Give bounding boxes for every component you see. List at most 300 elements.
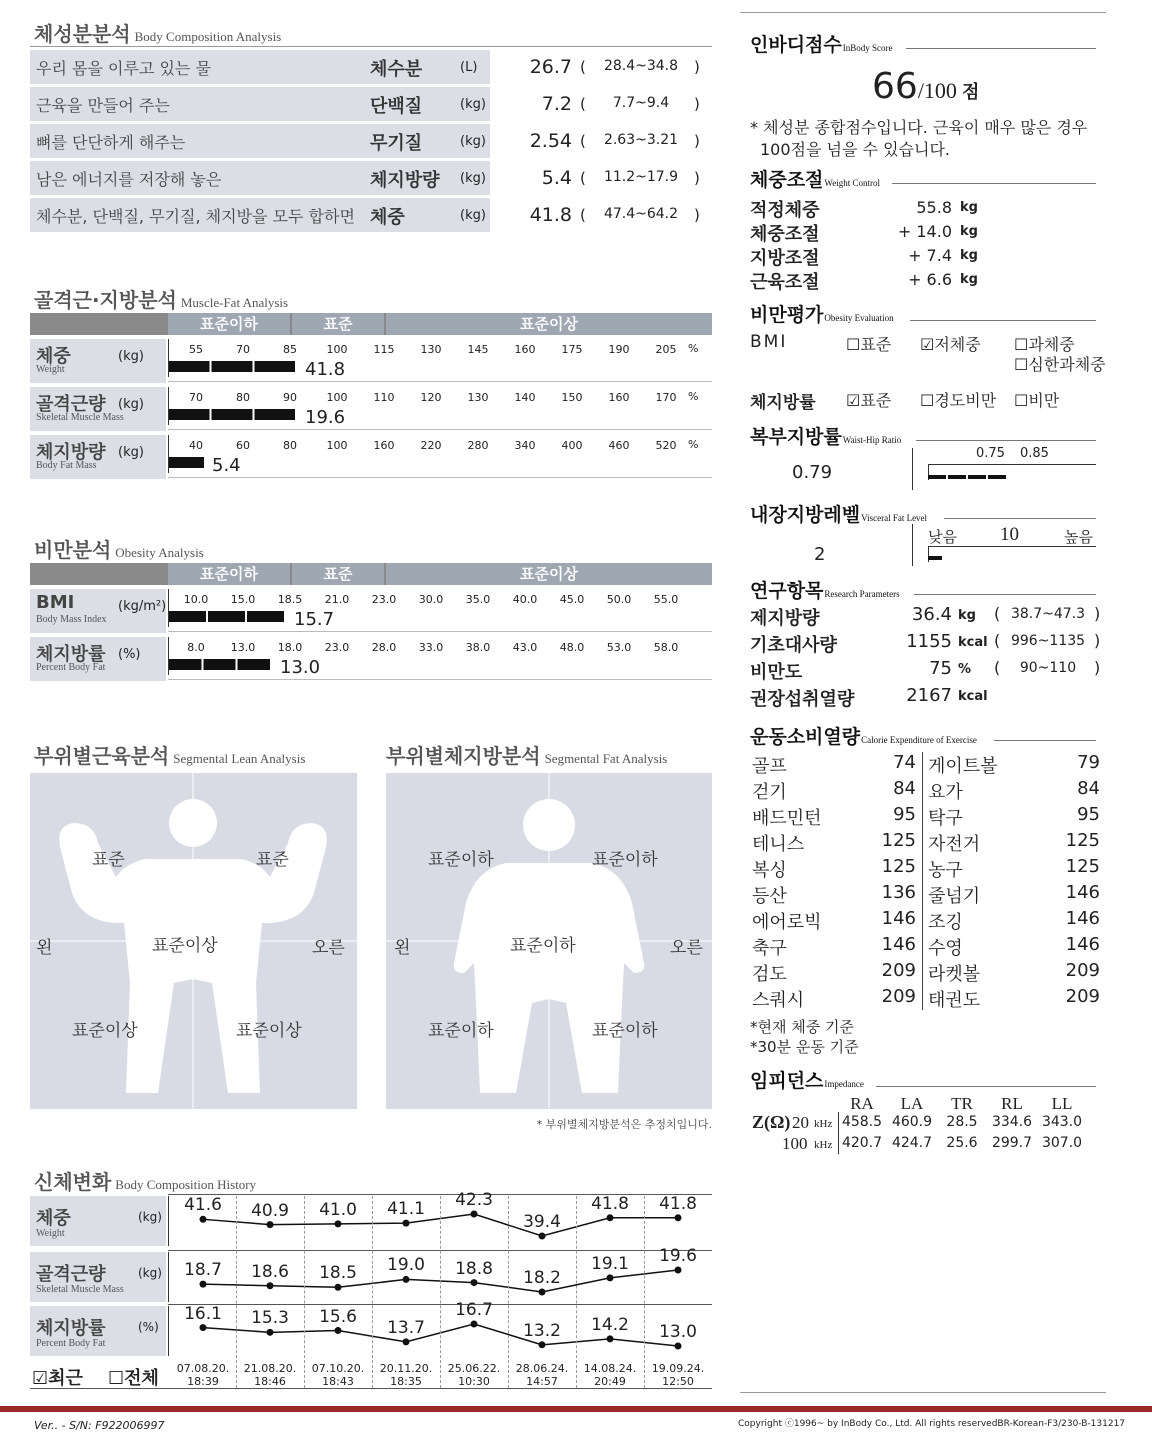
history-en: Percent Body Fat xyxy=(36,1338,106,1349)
exercise-name: 배드민턴 xyxy=(752,808,822,829)
bc-unit: (kg) xyxy=(460,134,486,149)
bc-unit: (kg) xyxy=(460,97,486,112)
tick-label: 70 xyxy=(236,343,250,356)
row-name: 체지방률 xyxy=(36,644,106,665)
tick-label: 130 xyxy=(467,391,489,404)
history-en: Skeletal Muscle Mass xyxy=(36,1284,124,1295)
row-unit: (kg/m²) xyxy=(118,599,167,614)
header-normal: 표준 xyxy=(292,313,384,335)
exercise-name: 검도 xyxy=(752,964,787,985)
history-point xyxy=(607,1335,614,1342)
bmi-opt-normal: ☐표준 xyxy=(846,335,892,354)
history-point xyxy=(200,1281,207,1288)
history-value: 39.4 xyxy=(523,1212,561,1232)
row-rule xyxy=(168,679,712,680)
exercise-title: 운동소비열량Calorie Expenditure of Exercise xyxy=(750,726,977,748)
impedance-100k: 424.7 xyxy=(891,1135,933,1151)
tick-label: 60 xyxy=(236,439,250,452)
wc-label: 지방조절 xyxy=(750,248,820,269)
rp-value: 1155 xyxy=(906,631,952,652)
impedance-col: LA xyxy=(900,1094,924,1113)
history-point xyxy=(675,1214,682,1221)
exercise-name: 테니스 xyxy=(752,834,805,855)
visceral-low: 낮음 xyxy=(928,528,957,546)
history-point xyxy=(607,1214,614,1221)
rp-unit: kg xyxy=(958,608,976,623)
axis xyxy=(168,1252,169,1302)
tick-label: 18.0 xyxy=(277,641,303,654)
bmi-opt-severe: ☐심한과체중 xyxy=(1014,355,1106,374)
history-point xyxy=(471,1321,478,1328)
history-en: Weight xyxy=(36,1228,65,1239)
header-normal: 표준 xyxy=(292,563,384,585)
bmi-opt-over: ☐과체중 xyxy=(1014,335,1075,354)
history-time: 10:30 xyxy=(458,1375,490,1388)
bc-value: 2.54 xyxy=(529,130,572,152)
tick-label: 21.0 xyxy=(324,593,350,606)
bc-desc: 근육을 만들어 주는 xyxy=(36,96,170,115)
axis xyxy=(912,448,913,490)
impedance-20k: 460.9 xyxy=(891,1114,933,1130)
history-point xyxy=(200,1324,207,1331)
research-title: 연구항목Research Parameters xyxy=(750,580,900,602)
exercise-kcal: 125 xyxy=(1065,856,1100,877)
bmi-opt-under: ☑저체중 xyxy=(920,335,981,354)
fat-left-arm: 표준이하 xyxy=(428,850,494,870)
impedance-col: RL xyxy=(1001,1094,1023,1113)
history-value: 16.1 xyxy=(184,1303,222,1324)
history-gridline xyxy=(372,1196,373,1388)
bar-value: 41.8 xyxy=(305,359,346,380)
history-value: 13.0 xyxy=(659,1322,697,1342)
history-time: 12:50 xyxy=(662,1375,694,1388)
history-name: 체중 xyxy=(36,1208,71,1229)
divider xyxy=(30,46,712,47)
exercise-note-2: *30분 운동 기준 xyxy=(750,1038,859,1056)
bc-name: 체중 xyxy=(370,207,405,228)
waist-hip-value: 0.79 xyxy=(792,462,833,483)
history-time: 18:46 xyxy=(254,1375,286,1388)
tick-label: 55.0 xyxy=(653,593,679,606)
row-en: Body Fat Mass xyxy=(36,460,97,471)
bc-range: 2.63~3.21 xyxy=(603,132,679,148)
rp-value: 75 xyxy=(929,658,952,679)
recent-checkbox[interactable]: ☑최근 xyxy=(32,1368,83,1389)
history-point xyxy=(403,1220,410,1227)
row-rule xyxy=(168,631,712,632)
tick-label: 80 xyxy=(236,391,250,404)
history-point xyxy=(200,1216,207,1223)
divider xyxy=(740,12,1106,13)
history-point xyxy=(267,1282,274,1289)
tick-label: 35.0 xyxy=(465,593,491,606)
bc-desc: 우리 몸을 이루고 있는 물 xyxy=(36,59,211,78)
axis xyxy=(912,524,913,566)
history-date: 07.10.20. xyxy=(311,1362,365,1375)
divider xyxy=(994,740,1096,741)
impedance-100k: 299.7 xyxy=(991,1135,1033,1151)
rp-value: 36.4 xyxy=(911,604,952,625)
exercise-name: 게이트볼 xyxy=(928,756,998,777)
history-rule xyxy=(168,1194,712,1195)
row-rule xyxy=(168,429,712,430)
rp-unit: % xyxy=(958,662,972,677)
impedance-20k: 458.5 xyxy=(841,1114,883,1130)
history-value: 41.8 xyxy=(591,1193,629,1214)
history-gridline xyxy=(576,1196,577,1388)
history-gridline xyxy=(440,1196,441,1388)
history-value: 40.9 xyxy=(251,1200,289,1221)
tick-label: 340 xyxy=(514,439,536,452)
impedance-khz: kHz xyxy=(814,1118,833,1130)
history-value: 13.2 xyxy=(523,1320,561,1341)
row-name: 골격근량 xyxy=(36,394,106,415)
lean-left-arm: 표준 xyxy=(92,850,125,870)
wc-value: + 7.4 xyxy=(908,246,952,265)
fat-right-arm: 표준이하 xyxy=(592,850,658,870)
history-point xyxy=(675,1267,682,1274)
fat-trunk: 표준이하 xyxy=(510,936,576,956)
tick-label: 8.0 xyxy=(187,641,205,654)
rp-paren: ) xyxy=(1094,604,1101,623)
history-value: 14.2 xyxy=(591,1314,629,1335)
rp-unit: kcal xyxy=(958,689,988,704)
exercise-kcal: 125 xyxy=(881,830,916,851)
history-value: 19.1 xyxy=(591,1253,629,1274)
bar-value: 13.0 xyxy=(280,657,321,678)
impedance-col: RA xyxy=(850,1094,874,1113)
value-bar xyxy=(169,409,297,420)
history-value: 18.5 xyxy=(319,1263,357,1284)
exercise-kcal: 95 xyxy=(1077,804,1100,825)
history-time: 18:43 xyxy=(322,1375,354,1388)
muscle-fat-header xyxy=(30,313,712,335)
bc-paren: ( xyxy=(580,95,586,113)
lean-left-label: 왼 xyxy=(36,938,53,958)
rp-label: 비만도 xyxy=(750,662,803,683)
history-gridline xyxy=(236,1196,237,1388)
tick-label: 100 xyxy=(326,391,348,404)
impedance-khz: kHz xyxy=(814,1139,833,1151)
bc-desc: 뼈를 단단하게 해주는 xyxy=(36,133,186,152)
obesity-title: 비만분석 Obesity Analysis xyxy=(34,538,204,562)
history-value: 15.6 xyxy=(319,1306,357,1327)
bc-value: 7.2 xyxy=(541,93,572,115)
history-date: 21.08.20. xyxy=(243,1362,297,1375)
history-point xyxy=(539,1341,546,1348)
tick-label: 460 xyxy=(608,439,630,452)
rp-unit: kcal xyxy=(958,635,988,650)
exercise-name: 축구 xyxy=(752,938,787,959)
exercise-name: 등산 xyxy=(752,886,787,907)
history-gridline xyxy=(304,1196,305,1388)
row-rule xyxy=(168,477,712,478)
exercise-kcal: 209 xyxy=(881,986,916,1007)
exercise-kcal: 79 xyxy=(1077,752,1100,773)
rp-label: 권장섭취열량 xyxy=(750,689,855,710)
divider xyxy=(892,183,1096,184)
exercise-kcal: 209 xyxy=(881,960,916,981)
exercise-kcal: 74 xyxy=(893,752,916,773)
exercise-name: 수영 xyxy=(928,938,963,959)
history-point xyxy=(471,1211,478,1218)
bar-value: 19.6 xyxy=(305,407,346,428)
bc-paren: ( xyxy=(580,58,586,76)
history-value: 41.6 xyxy=(184,1195,222,1216)
divider xyxy=(914,594,1096,595)
pbf-opt-mild: ☐경도비만 xyxy=(920,391,997,410)
bc-paren: ( xyxy=(580,206,586,224)
history-name: 체지방률 xyxy=(36,1318,106,1339)
exercise-note-1: *현재 체중 기준 xyxy=(750,1018,854,1036)
lean-right-leg: 표준이상 xyxy=(236,1021,302,1041)
segmental-lean-panel xyxy=(30,773,357,1109)
row-en: Weight xyxy=(36,364,65,375)
exercise-kcal: 209 xyxy=(1065,986,1100,1007)
muscle-fat-title: 골격근·지방분석 Muscle-Fat Analysis xyxy=(34,288,289,312)
exercise-name: 라켓볼 xyxy=(928,964,981,985)
history-point xyxy=(607,1274,614,1281)
wc-label: 적정체중 xyxy=(750,200,820,221)
history-value: 18.7 xyxy=(184,1260,222,1281)
segmental-lean-title: 부위별근육분석 Segmental Lean Analysis xyxy=(34,744,306,768)
exercise-name: 걷기 xyxy=(752,782,787,803)
percent-label: % xyxy=(688,438,699,451)
tick-label: 130 xyxy=(420,343,442,356)
tick-label: 18.5 xyxy=(277,593,303,606)
pbf-opt-normal: ☑표준 xyxy=(846,391,892,410)
tick-label: 15.0 xyxy=(230,593,256,606)
visceral-value: 2 xyxy=(814,544,826,565)
whr-bar xyxy=(928,475,1008,479)
history-time: 14:57 xyxy=(526,1375,558,1388)
tick-label: 520 xyxy=(655,439,677,452)
history-name: 골격근량 xyxy=(36,1264,106,1285)
lean-right-arm: 표준 xyxy=(256,850,289,870)
history-date: 14.08.24. xyxy=(583,1362,637,1375)
bc-name: 무기질 xyxy=(370,133,423,154)
tick-label: 400 xyxy=(561,439,583,452)
history-value: 41.8 xyxy=(659,1193,697,1214)
tick-label: 80 xyxy=(283,439,297,452)
history-point xyxy=(539,1233,546,1240)
exercise-kcal: 146 xyxy=(1065,934,1100,955)
bc-value: 41.8 xyxy=(529,204,572,226)
bc-desc: 남은 에너지를 저장해 놓은 xyxy=(36,170,222,189)
history-date: 28.06.24. xyxy=(515,1362,569,1375)
history-unit: (kg) xyxy=(138,1266,162,1280)
history-point xyxy=(471,1279,478,1286)
bc-paren: ) xyxy=(694,169,700,187)
exercise-name: 줄넘기 xyxy=(928,886,981,907)
bc-range: 28.4~34.8 xyxy=(603,58,679,74)
bar-value: 15.7 xyxy=(294,609,335,630)
row-en: Skeletal Muscle Mass xyxy=(36,412,124,423)
exercise-kcal: 125 xyxy=(881,856,916,877)
tick-label: 115 xyxy=(373,343,395,356)
percent-label: % xyxy=(688,342,699,355)
tick-label: 110 xyxy=(373,391,395,404)
score-note-2: 100점을 넘을 수 있습니다. xyxy=(760,140,950,159)
exercise-name: 복싱 xyxy=(752,860,787,881)
divider xyxy=(916,440,1096,441)
divider xyxy=(944,518,1096,519)
history-value: 16.7 xyxy=(455,1300,493,1320)
tick-label: 13.0 xyxy=(230,641,256,654)
exercise-divider xyxy=(922,752,923,1010)
tick-label: 170 xyxy=(655,391,677,404)
row-unit: (%) xyxy=(118,647,141,662)
history-point xyxy=(403,1276,410,1283)
visceral-mid: 10 xyxy=(1000,524,1019,545)
copyright: Copyright ⓒ1996~ by InBody Co., Ltd. All rights reservedBR-Korean-F3/230-B-131217 xyxy=(738,1419,1126,1429)
exercise-kcal: 125 xyxy=(1065,830,1100,851)
wc-unit: kg xyxy=(960,200,978,215)
impedance-100k: 307.0 xyxy=(1041,1135,1083,1151)
inbody-score: 66/100 점 xyxy=(872,66,980,107)
tick-label: 140 xyxy=(514,391,536,404)
exercise-name: 조깅 xyxy=(928,912,963,933)
history-point xyxy=(335,1284,342,1291)
all-checkbox[interactable]: ☐전체 xyxy=(108,1368,159,1389)
fat-right-leg: 표준이하 xyxy=(592,1021,658,1041)
whr-tick-2: 0.85 xyxy=(1020,446,1049,461)
history-title: 신체변화 Body Composition History xyxy=(34,1170,257,1194)
bc-paren: ) xyxy=(694,58,700,76)
waist-hip-title: 복부지방률Waist-Hip Ratio xyxy=(750,426,902,448)
header-below: 표준이하 xyxy=(168,313,290,335)
bc-paren: ) xyxy=(694,206,700,224)
body-composition-title: 체성분분석 Body Composition Analysis xyxy=(34,22,282,46)
tick-label: 45.0 xyxy=(559,593,585,606)
row-unit: (kg) xyxy=(118,445,144,460)
history-value: 13.7 xyxy=(387,1317,425,1338)
tick-label: 120 xyxy=(420,391,442,404)
wc-label: 근육조절 xyxy=(750,272,820,293)
tick-label: 48.0 xyxy=(559,641,585,654)
tick-label: 23.0 xyxy=(371,593,397,606)
rp-paren: ) xyxy=(1094,658,1101,677)
tick-label: 30.0 xyxy=(418,593,444,606)
tick-label: 145 xyxy=(467,343,489,356)
value-bar xyxy=(169,361,297,372)
percent-label: % xyxy=(688,390,699,403)
tick-label: 70 xyxy=(189,391,203,404)
visceral-high: 높음 xyxy=(1064,528,1093,546)
segmental-note: * 부위별체지방분석은 추정치입니다. xyxy=(536,1118,712,1131)
tick-label: 55 xyxy=(189,343,203,356)
history-value: 18.2 xyxy=(523,1268,561,1288)
exercise-name: 에어로빅 xyxy=(752,912,822,933)
exercise-name: 농구 xyxy=(928,860,963,881)
value-bar xyxy=(169,457,204,468)
history-value: 19.0 xyxy=(387,1255,425,1276)
bar-value: 5.4 xyxy=(212,455,241,476)
bc-unit: (kg) xyxy=(460,208,486,223)
divider xyxy=(906,48,1096,49)
tick-label: 40.0 xyxy=(512,593,538,606)
wc-unit: kg xyxy=(960,272,978,287)
bc-unit: (L) xyxy=(460,60,478,75)
axis xyxy=(838,1112,839,1154)
weight-control-title: 체중조절Weight Control xyxy=(750,169,880,191)
tick-label: 160 xyxy=(608,391,630,404)
exercise-kcal: 95 xyxy=(893,804,916,825)
exercise-name: 골프 xyxy=(752,756,787,777)
rp-value: 2167 xyxy=(906,685,952,706)
tick-label: 28.0 xyxy=(371,641,397,654)
rp-paren: ( xyxy=(994,604,1001,623)
exercise-name: 태권도 xyxy=(928,990,981,1011)
obesity-eval-title: 비만평가Obesity Evaluation xyxy=(750,304,894,326)
pbf-opt-obese: ☐비만 xyxy=(1014,391,1060,410)
history-date: 19.09.24. xyxy=(651,1362,705,1375)
wc-unit: kg xyxy=(960,248,978,263)
tick-label: 205 xyxy=(655,343,677,356)
history-value: 41.1 xyxy=(387,1199,425,1220)
impedance-title: 임피던스Impedance xyxy=(750,1070,864,1092)
fat-left-leg: 표준이하 xyxy=(428,1021,494,1041)
segmental-fat-title: 부위별체지방분석 Segmental Fat Analysis xyxy=(386,744,668,768)
row-unit: (kg) xyxy=(118,397,144,412)
obesity-header xyxy=(30,563,712,585)
history-date: 07.08.20. xyxy=(176,1362,230,1375)
tick-label: 33.0 xyxy=(418,641,444,654)
impedance-z-label: Z(Ω) xyxy=(752,1112,791,1132)
bc-value: 5.4 xyxy=(541,167,572,189)
exercise-kcal: 146 xyxy=(881,908,916,929)
bc-range: 11.2~17.9 xyxy=(603,169,679,185)
impedance-100k: 25.6 xyxy=(946,1135,978,1151)
history-time: 20:49 xyxy=(594,1375,626,1388)
history-point xyxy=(403,1338,410,1345)
tick-label: 100 xyxy=(326,439,348,452)
rp-paren: ) xyxy=(1094,631,1101,650)
pbf-label: 체지방률 xyxy=(750,393,816,413)
lean-trunk: 표준이상 xyxy=(152,936,218,956)
wc-unit: kg xyxy=(960,224,978,239)
exercise-name: 자전거 xyxy=(928,834,981,855)
history-date: 20.11.20. xyxy=(379,1362,433,1375)
axis xyxy=(168,1196,169,1246)
rp-range: 996~1135 xyxy=(1010,633,1086,649)
footer-bar xyxy=(0,1406,1152,1412)
bc-paren: ) xyxy=(694,95,700,113)
bc-name: 단백질 xyxy=(370,96,423,117)
axis xyxy=(168,1306,169,1356)
tick-label: 43.0 xyxy=(512,641,538,654)
header-below: 표준이하 xyxy=(168,563,290,585)
segmental-fat-panel xyxy=(386,773,712,1109)
bc-value: 26.7 xyxy=(529,56,572,78)
row-en: Body Mass Index xyxy=(36,614,107,625)
bmi-label: BMI xyxy=(750,332,788,352)
history-time: 18:39 xyxy=(187,1375,219,1388)
history-unit: (kg) xyxy=(138,1210,162,1224)
value-bar xyxy=(169,659,272,670)
tick-label: 53.0 xyxy=(606,641,632,654)
tick-label: 85 xyxy=(283,343,297,356)
bc-unit: (kg) xyxy=(460,171,486,186)
exercise-kcal: 209 xyxy=(1065,960,1100,981)
serial-number: Ver.. - S/N: F922006997 xyxy=(34,1419,165,1432)
history-point xyxy=(335,1220,342,1227)
exercise-kcal: 136 xyxy=(881,882,916,903)
impedance-col: TR xyxy=(951,1094,973,1113)
history-point xyxy=(539,1289,546,1296)
rp-label: 기초대사량 xyxy=(750,635,837,656)
divider xyxy=(876,1086,1096,1087)
